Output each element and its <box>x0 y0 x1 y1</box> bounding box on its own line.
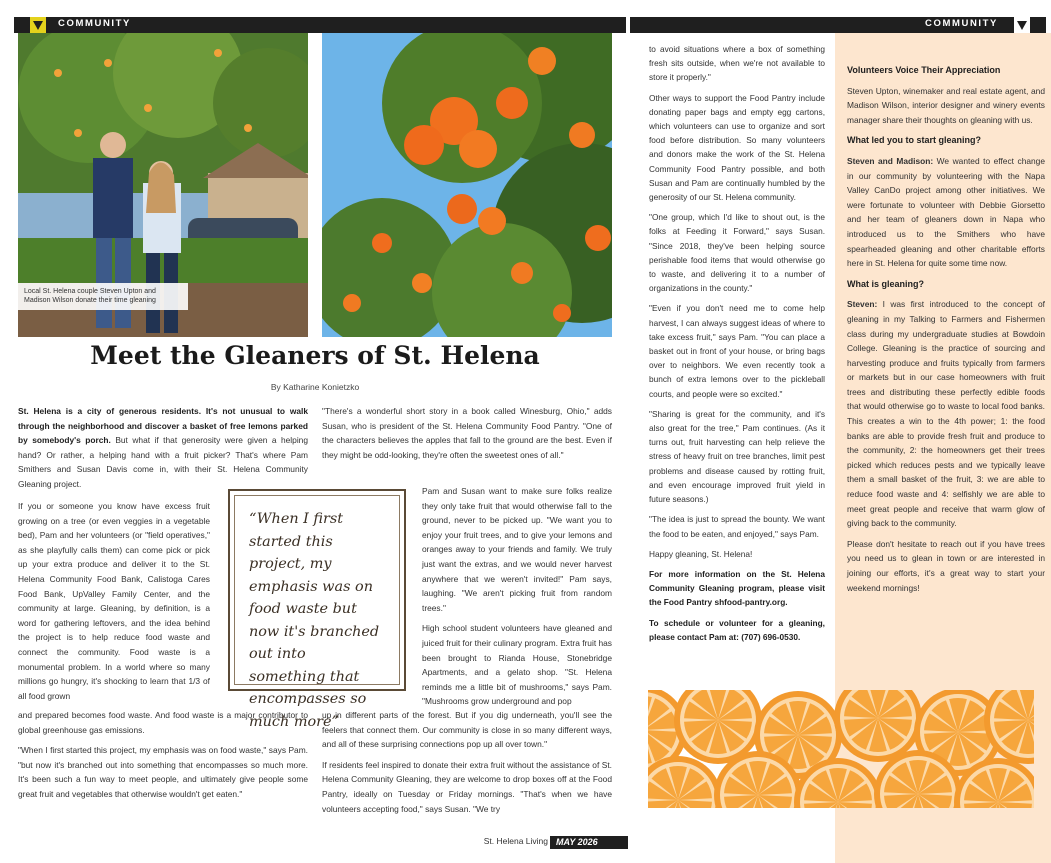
sidebar-answer: I was first introduced to the concept of gleaning in my Talking to Farmers and Fishermen class during my undergraduate studies at Bowdoin College. Gleaning is the practice of sourcing and harvesting produce and fruits typically from farmers or markets but in our case homeowners with fruit trees and distributing these perfectly edible foods that would otherwise go to waste to local food banks. This creates a win to the 4th power; 1: the food banks are able to provide fresh fruit and produce to the community, 2: the homeowners get their trees picked which reduces pests and we typically leave them a small basket of the fruit, 3: we are able to reduce food waste and 4: selfishly we are able to meet great people and receive that warm glow of giving back to the community. <box>847 299 1045 529</box>
article-paragraph: to avoid situations where a box of something fresh sits outside, when we're not available to store it properly." <box>649 44 825 83</box>
sidebar-question: What is gleaning? <box>847 278 925 289</box>
article-paragraph: "The idea is just to spread the bounty. We want the food to be eaten, and enjoyed," says Pam. <box>649 514 825 539</box>
article-paragraph: Happy gleaning, St. Helena! <box>649 548 753 559</box>
section-header-bar <box>630 17 1046 33</box>
sidebar-question: What led you to start gleaning? <box>847 135 982 146</box>
lead-paragraph-bold: St. Helena is a city of generous residents. It's not unusual to walk through the neighborhood and discover a basket of free lemons parked by somebody's porch. <box>18 406 308 446</box>
article-paragraph: "One group, which I'd like to shout out, is the folks at Feeding it Forward," says Susan. "Since 2018, they've been helping source perishable food items that would otherwise go to waste, and delivering it to a number of organizations in the county." <box>649 212 825 294</box>
oranges-tree-photo <box>322 33 612 337</box>
section-label: COMMUNITY <box>925 18 998 29</box>
magazine-logo-icon <box>30 17 46 33</box>
article-paragraph: "When I first started this project, my emphasis was on food waste," says Pam. "but now it's branched out into something that encompasses so much more. It's been such a fun way to meet people, and ultimately give people some great fruit and vegetables that otherwise wouldn't get eaten." <box>18 745 308 799</box>
article-byline: By Katharine Konietzko <box>270 382 360 392</box>
pull-quote: “When I first started this project, my emphasis was on food waste but now it's branched out into something that encompasses so much more” <box>234 495 400 685</box>
orange-slice-icon <box>648 756 722 808</box>
photo-caption: Local St. Helena couple Steven Upton and Madison Wilson donate their time gleaning <box>18 283 188 310</box>
section-header-bar <box>14 17 626 33</box>
pull-quote-box <box>228 489 406 730</box>
article-paragraph: High school student volunteers have gleaned and juiced fruit for their culinary program. Extra fruit has been brought to Rianda House, Stonebridge Apartments, and a gelato shop. "St. Helena reminds me a little bit of mushrooms," says Pam. "Mushrooms grow underground and pop <box>422 623 612 707</box>
magazine-logo-icon <box>1014 17 1030 33</box>
article-column-2-bottom <box>322 708 612 822</box>
page-footer <box>631 836 1051 849</box>
sidebar-text <box>847 57 1045 601</box>
article-paragraph: "There's a wonderful short story in a book called Winesburg, Ohio," adds Susan, who is president of the St. Helena Community Food Pantry. "One of the characters believes the apples that fall to the ground are the best. Even if they might be odd-looking, they're often the sweetest ones of all." <box>322 406 612 460</box>
info-contact: To schedule or volunteer for a gleaning, please contact Pam at: (707) 696-0530. <box>649 617 825 642</box>
article-paragraph: Pam and Susan want to make sure folks realize they only take fruit that would otherwise fall to the ground, never to be picked up. "We want you to enjoy your fruit trees, and to give your lemons and oranges away to your friends and family. We truly just want the extras, and we would never harvest anywhere that we weren't invited!" Pam says, laughing. "We aren't picking fruit from random trees." <box>422 486 612 613</box>
right-page <box>630 0 1051 863</box>
couple-photo <box>18 33 308 337</box>
article-continued-column <box>649 42 825 650</box>
article-paragraph: and prepared becomes food waste. And food waste is a major contributor to global greenhouse gas emissions. <box>18 710 308 735</box>
article-column-1-narrow <box>18 499 210 709</box>
article-column-2-narrow <box>422 484 612 715</box>
article-paragraph: Other ways to support the Food Pantry include donating paper bags and empty egg cartons, which volunteers can use to organize and sort food before distribution. So many volunteers and donors make the work of the St. Helena Community Food Pantry possible, and both Susan and Pam are continually humbled by the generosity of our St. Helena community. <box>649 92 825 203</box>
article-paragraph: If residents feel inspired to donate their extra fruit without the assistance of St. Helena Community Gleaning, they are welcome to drop boxes off at the Food Pantry, ideally on Tuesday or Friday mornings. "That's when we have volunteers accepting food," says Susan. "We try <box>322 759 612 814</box>
article-paragraph: If you or someone you know have excess fruit growing on a tree (or even veggies in a vegetable bed), Pam and her volunteers (or "field operatives," as she playfully calls them) can come pick or pick up your extra produce and deliver it to the St. Helena Community Food Bank, Calistoga Cares Food Bank, UpValley Family Center, and the community at large. Gleaning, by definition, is a word for gathering leftovers, and the idea behind the project is to help reduce food waste and connect the community. Food waste is a monumental problem. In a world where so many millions go hungry, it's shocking to learn that 1/3 of all food grown <box>18 501 210 701</box>
section-label: COMMUNITY <box>58 18 131 29</box>
article-paragraph: "Sharing is great for the community, and it's also great for the tree," Pam continues. (As it turns out, fruit harvesting can help relieve the stress of heavy fruit on tree branches, limit pest problems and disease caused by rotting fruit, and even encourage improved fruit yield in future seasons.) <box>649 408 825 505</box>
sidebar-heading: Volunteers Voice Their Appreciation <box>847 65 1001 75</box>
page-footer <box>330 836 630 849</box>
sidebar-answer: We wanted to effect change in our community by volunteering with the Napa Valley CanDo project among other initiatives. We were fortunate to volunteer with Debbie Giorsetto and her team of gleaners down in Napa who introduced us to the Smithers who have spearheaded gleaning and other charitable efforts here in St. Helena for quite some time now. <box>847 155 1045 269</box>
speaker-name: Steven and Madison: <box>847 155 934 166</box>
speaker-name: Steven: <box>847 299 878 310</box>
article-column-2-top <box>322 404 612 468</box>
article-title: Meet the Gleaners of St. Helena <box>90 341 540 370</box>
info-website: For more information on the St. Helena Community Gleaning program, please visit the Food Pantry shfood-pantry.org. <box>649 568 825 608</box>
orange-slices-illustration <box>648 690 1034 808</box>
sidebar-closing: Please don't hesitate to reach out if you have trees you need us to glean in town or are interested in joining our efforts, it's a great way to start your weekend mornings! <box>847 538 1045 593</box>
lead-paragraph-text: But what if that generosity were given a helping hand? Or rather, a helping hand with a fruit picker? That's where Pam Smithers and Susan Davis come in, with their St. Helena Community Gleaning project. <box>18 435 308 489</box>
article-paragraph: "Even if you don't need me to come help harvest, I can always suggest ideas of where to take excess fruit," says Pam. "You can place a basket out in front of your house, or bring bags over to neighbors. We even recently took a bunch of extra lemons over to the pickleball courts, and people were so excited." <box>649 303 825 399</box>
issue-date: MAY 2026 <box>550 836 628 849</box>
publication-name: St. Helena Living <box>483 836 548 846</box>
sidebar-intro: Steven Upton, winemaker and real estate agent, and Madison Wilson, interior designer and winery events manager share their thoughts on gleaning with us. <box>847 85 1045 125</box>
article-column-1-intro <box>18 404 308 498</box>
article-paragraph: up in different parts of the forest. But if you dig underneath, you'll see the feelers that connect them. Our community is close in so many different ways, and all of these surprising connections pop up all over town." <box>322 710 612 750</box>
